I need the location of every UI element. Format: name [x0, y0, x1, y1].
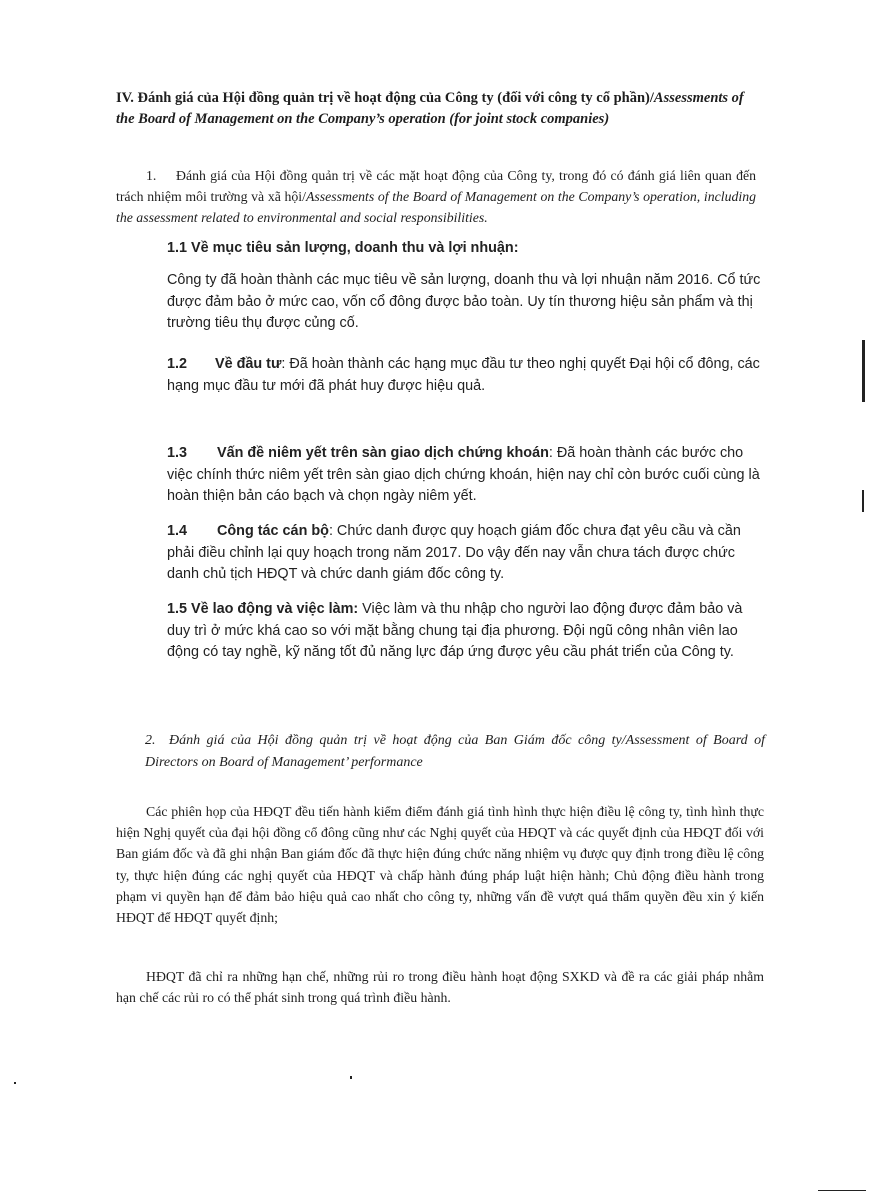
item-2-number: 2. [145, 733, 156, 748]
subsection-1-4-number: 1.4 [167, 523, 188, 539]
subsection-1-5-body: Việc làm và thu nhập cho người lao động được đảm bảo và duy trì ở mức khá cao so với mặt bằng chung tại địa phương. Đội ngũ công nhân viên lao động có tay nghề, kỹ năng tốt đủ năng lực đáp ứng được yêu cầu phát triển của Công ty. [167, 601, 743, 660]
subsection-1-4-heading: Công tác cán bộ [217, 523, 329, 539]
subsection-1-3-body: : Đã hoàn thành các bước cho việc chính thức niêm yết trên sàn giao dịch chứng khoán, hiện nay chỉ còn bước cuối cùng là hoàn thiện bản cáo bạch và chọn ngày niêm yết. [167, 445, 760, 504]
subsection-1-5 [167, 599, 764, 664]
subsection-1-3-number: 1.3 [167, 445, 188, 461]
paragraph-risk-limitations: HĐQT đã chỉ ra những hạn chế, những rủi ro trong điều hành hoạt động SXKD và đề ra các giải pháp nhằm hạn chế các rủi ro có thể phát sinh trong quá trình điều hành. [116, 969, 764, 1006]
item-2 [145, 730, 765, 774]
paragraph-board-meetings: Các phiên họp của HĐQT đều tiến hành kiểm điểm đánh giá tình hình thực hiện điều lệ công ty, tình hình thực hiện Nghị quyết của đại hội đồng cổ đông cũng như các Nghị quyết của HĐQT và các quyết định của HĐQT đối với Ban giám đốc và đã ghi nhận Ban giám đốc đã thực hiện đúng chức năng nhiệm vụ được quy định trong điều lệ công ty, thực hiện đúng các nghị quyết của HĐQT và chấp hành đúng pháp luật hiện hành; Chủ động điều hành trong phạm vi quyền hạn để đảm bảo hiệu quả cao nhất cho công ty, những vấn đề vượt quá thẩm quyền đều xin ý kiến HĐQT để HĐQT quyết định; [116, 804, 764, 926]
section-title [116, 88, 751, 130]
scan-dot-left [14, 1082, 16, 1084]
subsection-1-2 [167, 354, 764, 397]
scan-dot-center [350, 1076, 352, 1079]
scan-margin-bar [862, 340, 865, 402]
item-2-text: Đánh giá của Hội đồng quản trị về hoạt động của Ban Giám đốc công ty/Assessment of Board of Directors on Board of Management’ performance [145, 733, 765, 770]
item-1 [116, 165, 756, 228]
section-title-en: Assessments of the Board of Management on the Company’s operation (for joint stock companies) [116, 90, 744, 127]
subsection-1-1-heading: 1.1 Về mục tiêu sản lượng, doanh thu và lợi nhuận: [167, 240, 519, 256]
subsection-1-2-body: : Đã hoàn thành các hạng mục đầu tư theo nghị quyết Đại hội cổ đông, các hạng mục đầu tư mới đã phát huy được hiệu quả. [167, 356, 760, 394]
section-title-vi: IV. Đánh giá của Hội đồng quản trị về hoạt động của Công ty (đối với công ty cổ phần)/ [116, 90, 654, 106]
item-1-text-vi: Đánh giá của Hội đồng quản trị về các mặt hoạt động của Công ty, trong đó có đánh giá liên quan đến trách nhiệm môi trường và xã hội/ [116, 168, 756, 204]
subsection-1-4 [167, 521, 764, 586]
subsection-1-1-body: Công ty đã hoàn thành các mục tiêu về sản lượng, doanh thu và lợi nhuận năm 2016. Cổ tức được đảm bảo ở mức cao, vốn cổ đông được bảo toàn. Uy tín thương hiệu sản phẩm và thị trường tiêu thụ được củng cố. [167, 272, 761, 331]
item-1-number: 1. [146, 168, 157, 183]
subsection-1-4-body: : Chức danh được quy hoạch giám đốc chưa đạt yêu cầu và cần phải điều chỉnh lại quy hoạch trong năm 2017. Do vậy đến nay vẫn chưa tách được chức danh chủ tịch HĐQT và chức danh giám đốc công ty. [167, 523, 741, 582]
subsection-1-2-heading: Về đầu tư [215, 356, 282, 372]
subsection-1-3-heading: Vấn đề niêm yết trên sàn giao dịch chứng khoán [217, 445, 549, 461]
scan-margin-tick [862, 490, 864, 512]
subsection-1-5-heading: 1.5 Về lao động và việc làm: [167, 601, 359, 617]
subsection-1-3 [167, 443, 764, 508]
subsection-1-2-number: 1.2 [167, 356, 188, 372]
item-1-text-en: Assessments of the Board of Management on the Company’s operation, including the assessment related to environmental and social responsibilities. [116, 189, 756, 225]
scan-bottom-line [818, 1190, 866, 1191]
